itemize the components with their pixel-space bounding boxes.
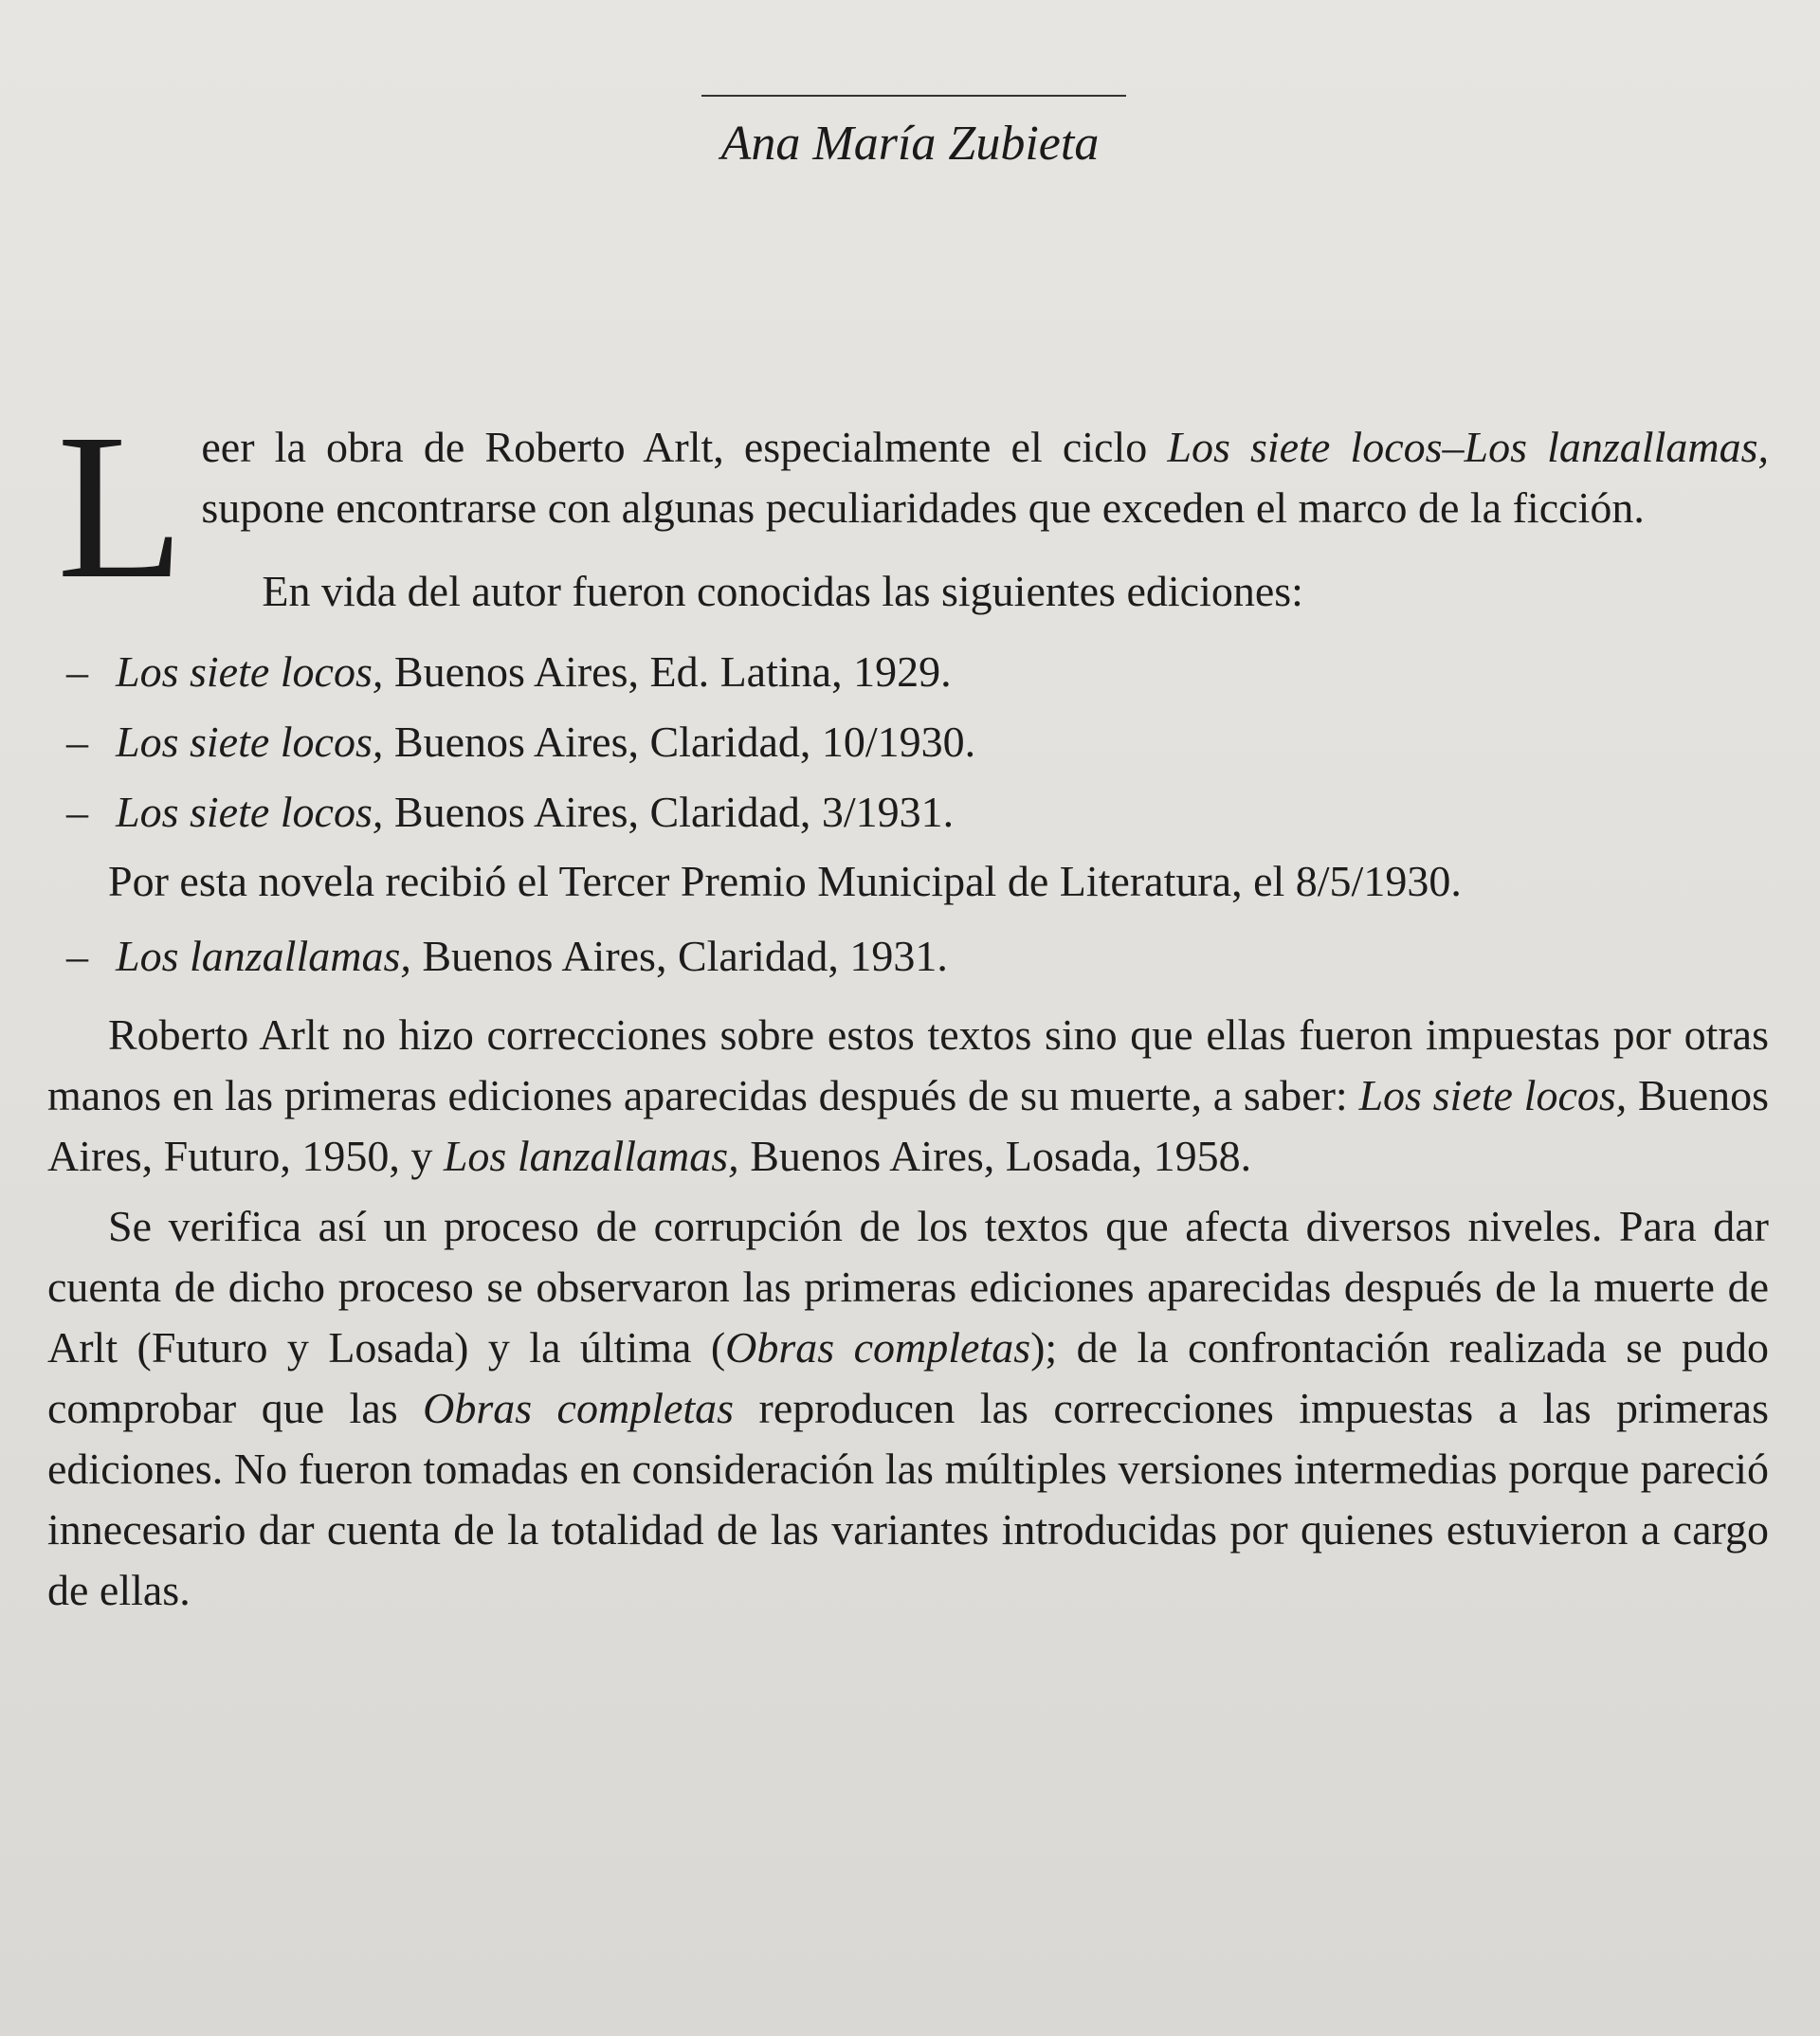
- corrections-text-2: Buenos Aires, Futuro, 1950, y: [47, 1071, 1770, 1180]
- running-header-author: Ana María Zubieta: [720, 117, 1100, 171]
- drop-cap: L: [57, 391, 185, 622]
- editions-list: [47, 637, 1769, 847]
- dash: –: [66, 718, 88, 766]
- dash: –: [66, 788, 88, 836]
- edition-title: Los siete locos,: [116, 647, 384, 696]
- edition-details: Buenos Aires, Claridad, 1931.: [410, 932, 948, 980]
- corrections-text-1: Roberto Arlt no hizo correcciones sobre estos textos sino que ellas fueron impuestas por otras manos en las primeras ediciones aparecidas después de su muerte, a saber:: [47, 1010, 1769, 1119]
- edition-details: Buenos Aires, Claridad, 10/1930.: [383, 718, 976, 766]
- process-text-1: Se verifica así un proceso de corrupción de los textos que afecta diversos niveles. Para dar cuenta de dicho proceso se observaron las primeras ediciones aparecidas después de la muerte de Arlt (Futuro y Losada) y la última (: [47, 1202, 1769, 1372]
- header-rule: [701, 95, 1126, 97]
- edition-details: Buenos Aires, Claridad, 3/1931.: [383, 788, 955, 836]
- intro-title: Los siete locos–Los lanzallamas,: [1167, 423, 1769, 471]
- edition-item: [47, 921, 1769, 991]
- corrections-text-3: Buenos Aires, Losada, 1958.: [738, 1132, 1252, 1180]
- edition-item: [47, 707, 1769, 777]
- prize-paragraph: Por esta novela recibió el Tercer Premio Municipal de Literatura, el 8/5/1930.: [108, 857, 1462, 905]
- process-text-3: reproducen las correcciones impuestas a las primeras ediciones. No fueron tomadas en consideración las múltiples versiones intermedias porque pareció innecesario dar cuenta de la totalidad de las variantes introducidas por quienes estuvieron a cargo de ellas.: [47, 1384, 1769, 1614]
- edition-title: Los siete locos,: [116, 788, 384, 836]
- edition-title: Los siete locos,: [116, 718, 384, 766]
- process-paragraph: [47, 1196, 1769, 1621]
- intro-lead: eer la obra de Roberto Arlt, especialmente el ciclo: [201, 423, 1168, 471]
- edition-item: [47, 637, 1769, 707]
- corrections-paragraph: [47, 1005, 1769, 1187]
- dash: –: [66, 932, 88, 980]
- dash: –: [66, 647, 88, 696]
- corrections-title-1: Los siete locos,: [1358, 1071, 1628, 1119]
- edition-item: [47, 777, 1769, 847]
- process-text-2: ); de la confrontación realizada se pudo comprobar que las: [47, 1323, 1769, 1432]
- process-title-1: Obras completas: [725, 1323, 1031, 1372]
- editions-intro-paragraph: En vida del autor fueron conocidas las siguientes ediciones:: [262, 567, 1303, 615]
- editions-list-2: [47, 921, 1769, 991]
- corrections-title-2: Los lanzallamas,: [443, 1132, 739, 1180]
- edition-title: Los lanzallamas,: [116, 932, 411, 980]
- edition-details: Buenos Aires, Ed. Latina, 1929.: [383, 647, 952, 696]
- intro-rest: supone encontrarse con algunas peculiaridades que exceden el marco de la ficción.: [201, 483, 1645, 532]
- process-title-2: Obras completas: [423, 1384, 735, 1432]
- body-text: [47, 391, 1770, 1621]
